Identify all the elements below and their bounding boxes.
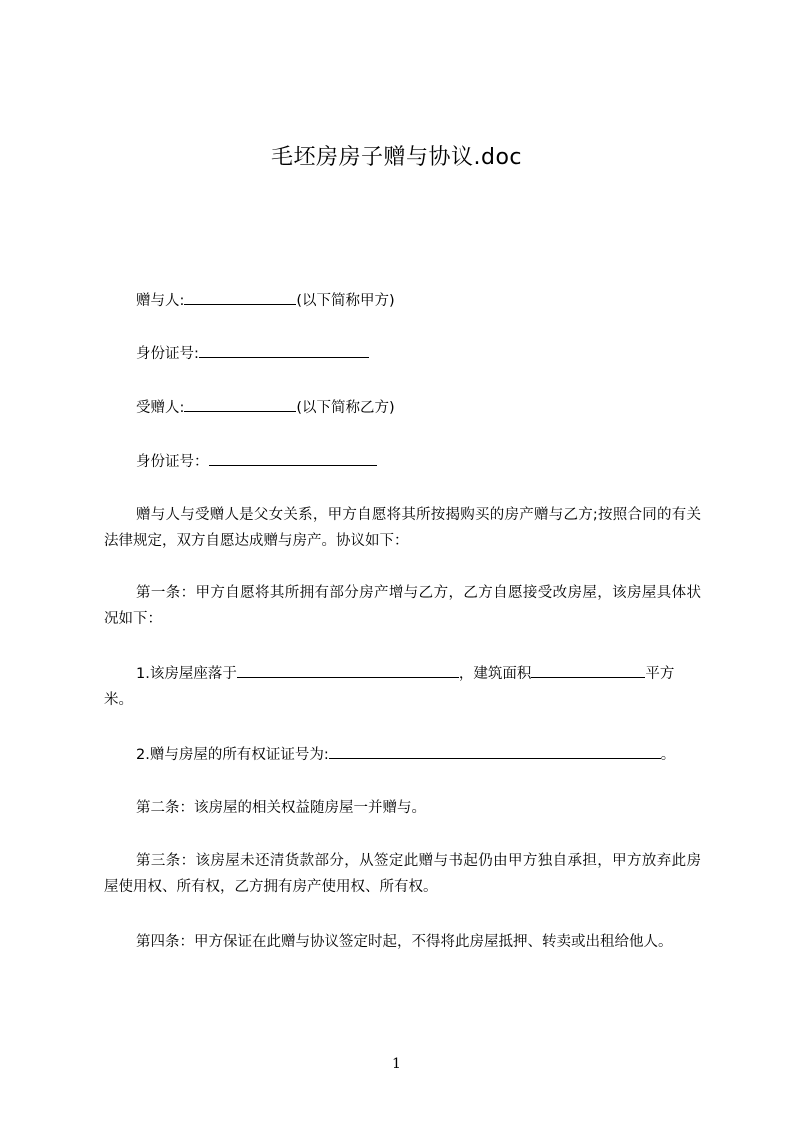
item-1-middle: ，建筑面积: [458, 666, 532, 682]
certificate-blank: [329, 744, 661, 759]
donee-id-blank: [209, 451, 377, 466]
donee-id-line: [104, 449, 701, 475]
item-2: [104, 742, 701, 768]
donee-id-label: 身份证号：: [136, 454, 209, 470]
item-1-suffix: 平方米。: [104, 666, 675, 708]
donee-blank: [184, 397, 296, 412]
location-blank: [237, 663, 459, 678]
article-4: 第四条：甲方保证在此赠与协议签定时起，不得将此房屋抵押、转卖或出租给他人。: [136, 934, 673, 950]
item-1: [104, 661, 701, 713]
article-3: 第三条：该房屋未还清货款部分，从签定此赠与书起仍由甲方独自承担，甲方放弃此房屋使用权、所有权，乙方拥有房产使用权、所有权。: [104, 853, 701, 895]
donor-id-blank: [199, 343, 369, 358]
item-2-prefix: 2.赠与房屋的所有权证证号为:: [136, 747, 329, 763]
area-blank: [531, 663, 645, 678]
donee-line: [104, 395, 701, 421]
donor-suffix: (以下简称甲方): [296, 293, 395, 309]
article-1: 第一条：甲方自愿将其所拥有部分房产增与乙方，乙方自愿接受改房屋，该房屋具体状况如下：: [104, 585, 701, 627]
donor-id-label: 身份证号:: [136, 346, 199, 362]
donor-line: [104, 288, 701, 314]
document-title: 毛坯房房子赠与协议.doc: [270, 145, 522, 170]
donor-id-line: [104, 341, 701, 367]
item-2-suffix: 。: [660, 747, 676, 763]
donee-label: 受赠人:: [136, 400, 185, 416]
donor-label: 赠与人:: [136, 293, 185, 309]
article-2: 第二条：该房屋的相关权益随房屋一并赠与。: [136, 800, 426, 816]
donee-suffix: (以下简称乙方): [296, 400, 395, 416]
page-number: 1: [392, 1056, 401, 1072]
item-1-prefix: 1.该房屋座落于: [136, 666, 237, 682]
intro-paragraph: 赠与人与受赠人是父女关系，甲方自愿将其所按揭购买的房产赠与乙方;按照合同的有关法律规定，双方自愿达成赠与房产。协议如下：: [104, 507, 701, 549]
donor-blank: [184, 290, 296, 305]
